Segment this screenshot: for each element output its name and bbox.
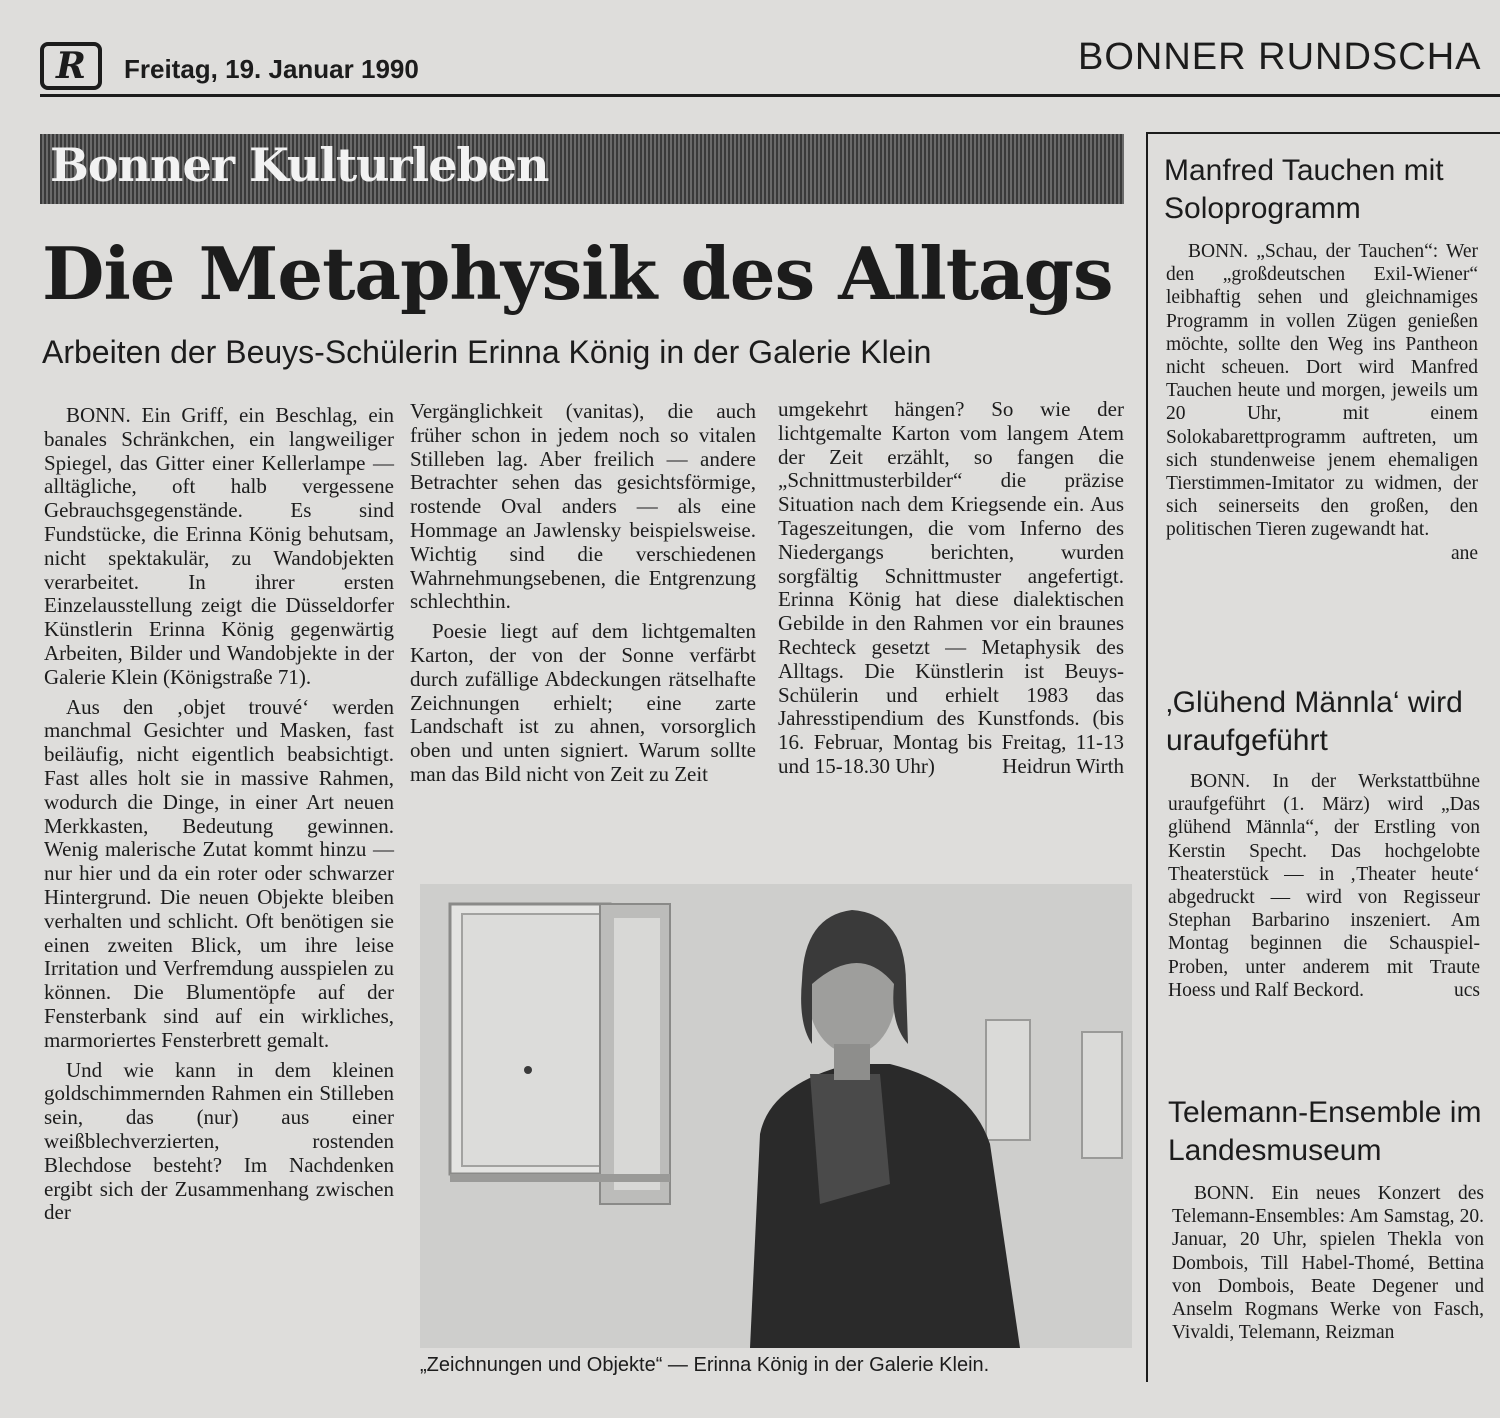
article-paragraph: Aus den ‚objet trouvé‘ werden manchmal Gesichter und Masken, fast beiläufig, nicht eigentlich beabsichtigt. Fast alles holt sie in massive Rahmen, wodurch die Dinge, in einer Art neuen Merkkasten, Bedeutung gewinnen. Wenig malerische Zutat kommt hinzu — nur hier und da ein roter oder schwarzer Hintergrund. Die neuen Objekte bleiben verhalten und schlicht. Oft benötigen sie einen zweiten Blick, um ihre leise Irritation und Verfremdung ausspielen zu können. Die Blumentöpfe auf der Fensterbank sind auf ein wirkliches, marmoriertes Fensterbrett gemalt. [44,694,394,1052]
section-title: Bonner Kulturleben [50,138,549,192]
sidebar-headline: Manfred Tauchen mit Soloprogramm [1164,154,1444,225]
article-paragraph: Poesie liegt auf dem lichtgemalten Karton, der von der Sonne verfärbt durch zufällige Abdeckungen rätselhafte Zeichnungen erhielt; eine zarte Landschaft ist zu ahnen, vorsorglich oben und unten signiert. Warum sollte man das Bild nicht von Zeit zu Zeit [410,619,756,786]
article-paragraph: BONN. Ein Griff, ein Beschlag, ein banales Schränkchen, ein langweiliger Spiegel, das Gitter einer Kellerlampe — alltägliche, oft halb vergessene Gebrauchsgegenstände. Es sind Fundstücke, die Erinna König behutsam, nicht spektakulär, zu Wandobjekten verarbeitet. In ihrer ersten Einzelausstellung zeigt die Düsseldorfer Künstlerin Erinna König gegenwärtig Arbeiten, Bilder und Wandobjekte in der Galerie Klein (Königstraße 71). [44,403,394,689]
issue-date: Freitag, 19. Januar 1990 [124,54,419,84]
article-subheadline: Arbeiten der Beuys-Schülerin Erinna König in der Galerie Klein [42,334,932,370]
article-column-3 [778,398,1124,779]
sidebar-story [1168,770,1480,1002]
section-banner [40,134,1124,204]
article-photo [420,884,1132,1348]
sidebar-story-text: BONN. Ein neues Konzert des Telemann-Ensembles: Am Samstag, 20. Januar, 20 Uhr, spielen Thekla von Dombois, Till Habel-Thomé, Bettina von Dombois, Beate Degener und Anselm Rogmans Werke von Fasch, Vivaldi, Telemann, Reizman [1172,1183,1484,1344]
wall-object [450,904,670,1204]
sidebar-story-text: BONN. „Schau, der Tauchen“: Wer den „großdeutschen Exil-Wiener“ leibhaftig sehen und gleichnamiges Programm in vollen Zügen genießen möchte, sollte den Weg ins Pantheon nicht scheuen. Dort wird Manfred Tauchen heute und morgen, jeweils um 20 Uhr, mit einem Solokabarettprogramm auftreten, um sich stundenweise jenem ehemaligen Tierstimmen-Imitator zu widmen, der sich seinerseits den großen, den politischen Tieren zugewandt hat. ane [1166,241,1478,564]
photo-artist-in-gallery [420,884,1132,1348]
article-paragraph: Und wie kann in dem kleinen goldschimmernden Rahmen ein Stilleben sein, das (nur) aus einer weißblechverzierten, rostenden Blechdose besteht? Im Nachdenken ergibt sich der Zusammenhang zwischen der [44,1057,394,1225]
sidebar-headline: Telemann-Ensemble im Landesmuseum [1168,1096,1482,1167]
sidebar-signoff: ane [1450,542,1478,564]
masthead: BONNER RUNDSCHA [1078,36,1482,78]
article-column-2 [410,400,756,793]
article-closing-text: umgekehrt hängen? So wie der lichtgemalte Karton vom langem Atem der Zeit erzählt, so fangen die „Schnittmusterbilder“ die präzise Situation nach dem Kriegsende ein. Aus Tageszeitungen, die vom Inferno des Niedergangs berichten, wurden sorgfältig Schnittmuster angefertigt. Erinna König hat diese dialektischen Gebilde in den Rahmen vor ein braunes Rechteck gesetzt — Metaphysik des Alltags. Die Künstlerin ist Beuys-Schülerin und erhielt 1983 das Jahresstipendium des Kunstfonds. (bis 16. Februar, Montag bis Freitag, 11-13 und 15-18.30 Uhr) [778,397,1124,778]
sidebar-signoff: ucs [1454,979,1480,1001]
sidebar-story-text: BONN. In der Werkstattbühne uraufgeführt (1. März) wird „Das glühend Männla“, der Erstling von Kerstin Specht. Das hochgelobte Theaterstück — in ‚Theater heute‘ abgedruckt — wird von Regisseur Stephan Barbarino inszeniert. Am Montag beginnen die Schauspiel-Proben, unter anderem mit Traute Hoess und Ralf Beckord. ucs [1168,771,1480,1001]
header-rule [40,94,1500,97]
article-column-1 [44,404,394,1231]
sidebar-headline: ‚Glühend Männla‘ wird uraufgeführt [1166,686,1463,757]
photo-caption: „Zeichnungen und Objekte“ — Erinna König in der Galerie Klein. [420,1354,990,1376]
sidebar-story [1172,1182,1484,1382]
article-author: Heidrun Wirth [1002,753,1124,778]
logo-letter: R [56,45,86,87]
article-paragraph: Vergänglichkeit (vanitas), die auch früher schon in jedem noch so vitalen Stilleben lag. Aber freilich — andere Betrachter sehen das gesichtsförmige, rostende Oval anders — als eine Hommage an Jawlensky beispielsweise. Wichtig sind die verschiedenen Wahrnehmungsebenen, die Entgrenzung schlechthin. [410,399,756,614]
sidebar-story [1166,240,1478,565]
article-paragraph [778,398,1124,779]
newspaper-logo [40,42,102,90]
article-headline: Die Metaphysik des Alltags [42,231,1113,316]
